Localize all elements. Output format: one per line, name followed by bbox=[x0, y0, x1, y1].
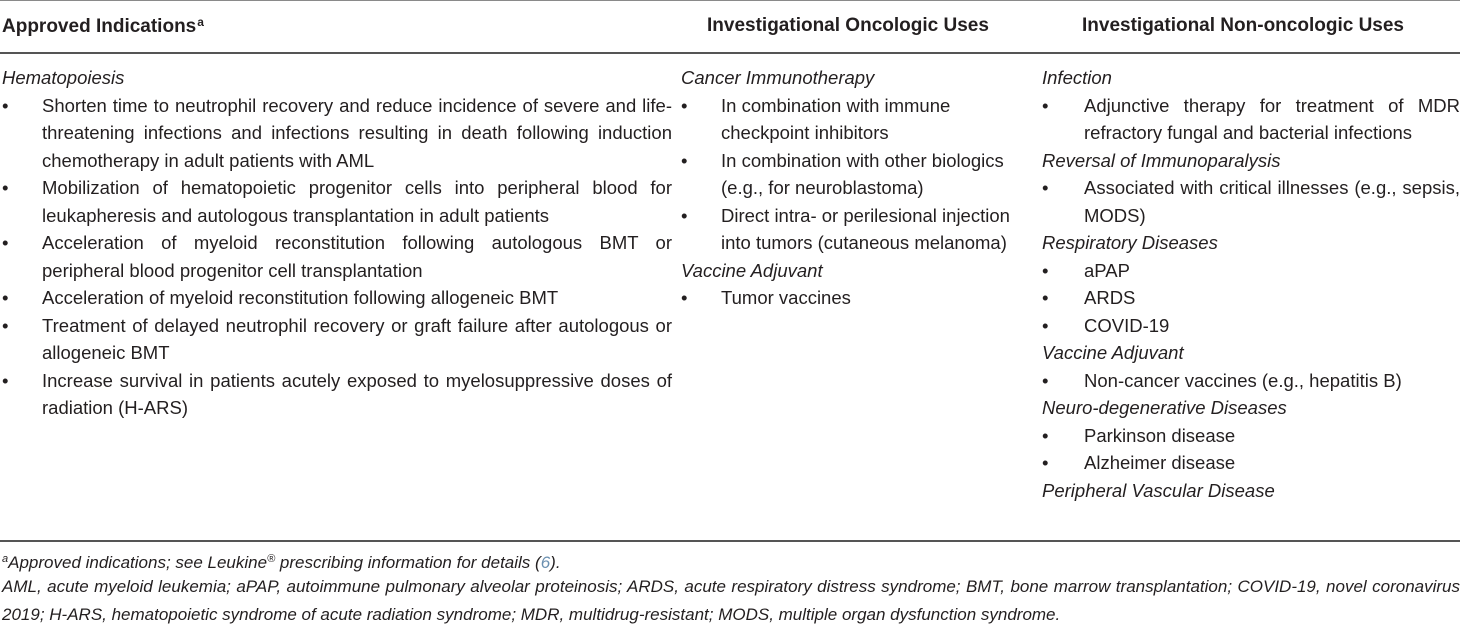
bullet-icon: • bbox=[1042, 287, 1049, 308]
list-item-text: Alzheimer disease bbox=[1084, 452, 1236, 473]
list-item bbox=[1042, 92, 1460, 147]
footnote-text-end: ). bbox=[550, 553, 561, 572]
list-item bbox=[1042, 449, 1460, 477]
list-item-text: Direct intra- or perilesional injection into tumors (cutaneous melanoma) bbox=[721, 204, 1010, 253]
category-heading: Neuro-degenerative Diseases bbox=[1042, 397, 1287, 418]
list-item bbox=[2, 312, 672, 367]
list-item bbox=[2, 229, 672, 284]
footnote-marker: a bbox=[2, 553, 9, 565]
list-item-text: In combination with immune checkpoint inhibitors bbox=[721, 94, 951, 143]
bullet-icon: • bbox=[2, 232, 9, 253]
list-item-text: Adjunctive therapy for treatment of MDR refractory fungal and bacterial infections bbox=[1084, 94, 1460, 143]
category-heading: Respiratory Diseases bbox=[1042, 232, 1218, 253]
category-heading: Vaccine Adjuvant bbox=[1042, 342, 1184, 363]
bullet-icon: • bbox=[2, 177, 9, 198]
category-heading: Hematopoiesis bbox=[2, 67, 125, 88]
bullet-icon: • bbox=[1042, 177, 1049, 198]
list-item bbox=[681, 284, 1036, 312]
list-item bbox=[681, 147, 1036, 202]
table-top-rule bbox=[0, 0, 1460, 1]
bullet-icon: • bbox=[1042, 94, 1049, 116]
list-item-text: Acceleration of myeloid reconstitution following allogeneic BMT bbox=[42, 287, 559, 308]
list-item bbox=[1042, 174, 1460, 229]
header-approved-indications bbox=[2, 15, 204, 38]
footnote-text: Approved indications; see Leukine bbox=[8, 553, 268, 572]
header-non-oncologic-uses: Investigational Non-oncologic Uses bbox=[1082, 15, 1404, 36]
bullet-icon: • bbox=[1042, 314, 1049, 336]
bullet-icon: • bbox=[1042, 424, 1049, 446]
category-heading: Vaccine Adjuvant bbox=[681, 259, 823, 281]
list-item-text: Shorten time to neutrophil recovery and reduce incidence of severe and life-threatening infections and infections resulting in death following induction chemotherapy in adult patients with AML bbox=[42, 94, 672, 171]
list-item bbox=[2, 367, 672, 422]
list-item bbox=[1042, 422, 1460, 450]
list-item bbox=[1042, 257, 1460, 285]
list-item-text: Associated with critical illnesses (e.g., sepsis, MODS) bbox=[1084, 177, 1460, 226]
header-divider-rule bbox=[0, 52, 1460, 54]
reference-link[interactable]: 6 bbox=[540, 553, 551, 572]
footnote-approved bbox=[2, 546, 1460, 577]
category-heading: Peripheral Vascular Disease bbox=[1042, 479, 1275, 501]
list-item bbox=[2, 92, 672, 175]
bullet-icon: • bbox=[2, 369, 9, 391]
list-item bbox=[681, 202, 1036, 257]
table-bottom-rule bbox=[0, 540, 1460, 542]
category-heading: Reversal of Immunoparalysis bbox=[1042, 149, 1281, 171]
registered-mark: ® bbox=[267, 553, 276, 565]
column-approved-indications bbox=[2, 64, 672, 422]
list-item-text: Tumor vaccines bbox=[721, 287, 851, 308]
column-oncologic-uses bbox=[681, 64, 1036, 312]
bullet-icon: • bbox=[2, 94, 9, 116]
bullet-icon: • bbox=[2, 314, 9, 336]
list-item-text: Mobilization of hematopoietic progenitor cells into peripheral blood for leukapheresis and autologous transplantation in adult patients bbox=[42, 177, 672, 226]
list-item-text: Non-cancer vaccines (e.g., hepatitis B) bbox=[1084, 369, 1402, 391]
category-heading: Infection bbox=[1042, 67, 1112, 88]
list-item-text: Acceleration of myeloid reconstitution following autologous BMT or peripheral blood progenitor cell transplantation bbox=[42, 232, 672, 281]
list-item-text: ARDS bbox=[1084, 287, 1136, 308]
header-oncologic-uses: Investigational Oncologic Uses bbox=[707, 15, 989, 36]
bullet-icon: • bbox=[681, 94, 688, 116]
list-item bbox=[1042, 284, 1460, 312]
list-item-text: In combination with other biologics (e.g., for neuroblastoma) bbox=[721, 149, 1004, 198]
list-item-text: COVID-19 bbox=[1084, 314, 1170, 336]
bullet-icon: • bbox=[2, 287, 9, 308]
list-item bbox=[1042, 367, 1460, 395]
list-item bbox=[2, 174, 672, 229]
list-item-text: aPAP bbox=[1084, 259, 1130, 281]
list-item-text: Parkinson disease bbox=[1084, 424, 1236, 446]
bullet-icon: • bbox=[1042, 452, 1049, 473]
footnote-abbreviations: AML, acute myeloid leukemia; aPAP, autoimmune pulmonary alveolar proteinosis; ARDS, acute respiratory distress syndrome; BMT, bone marrow transplantation; COVID-19, novel coronavirus 2019; H-ARS, hematopoietic syndrome of acute radiation syndrome; MDR, multidrug-resistant; MODS, multiple organ dysfunction syndrome. bbox=[2, 577, 1460, 624]
category-heading: Cancer Immunotherapy bbox=[681, 67, 875, 88]
header-approved-label: Approved Indications bbox=[2, 16, 197, 37]
bullet-icon: • bbox=[1042, 369, 1049, 391]
list-item-text: Treatment of delayed neutrophil recovery or graft failure after autologous or allogeneic BMT bbox=[42, 314, 672, 363]
column-non-oncologic-uses bbox=[1042, 64, 1460, 504]
bullet-icon: • bbox=[681, 287, 688, 308]
footnote-text-cont: prescribing information for details ( bbox=[275, 553, 541, 572]
header-footnote-marker: a bbox=[197, 15, 204, 29]
bullet-icon: • bbox=[681, 204, 688, 226]
list-item-text: Increase survival in patients acutely exposed to myelosuppressive doses of radiation (H-ARS) bbox=[42, 369, 672, 418]
bullet-icon: • bbox=[1042, 259, 1049, 281]
list-item bbox=[2, 284, 672, 312]
list-item bbox=[681, 92, 1036, 147]
list-item bbox=[1042, 312, 1460, 340]
bullet-icon: • bbox=[681, 149, 688, 171]
